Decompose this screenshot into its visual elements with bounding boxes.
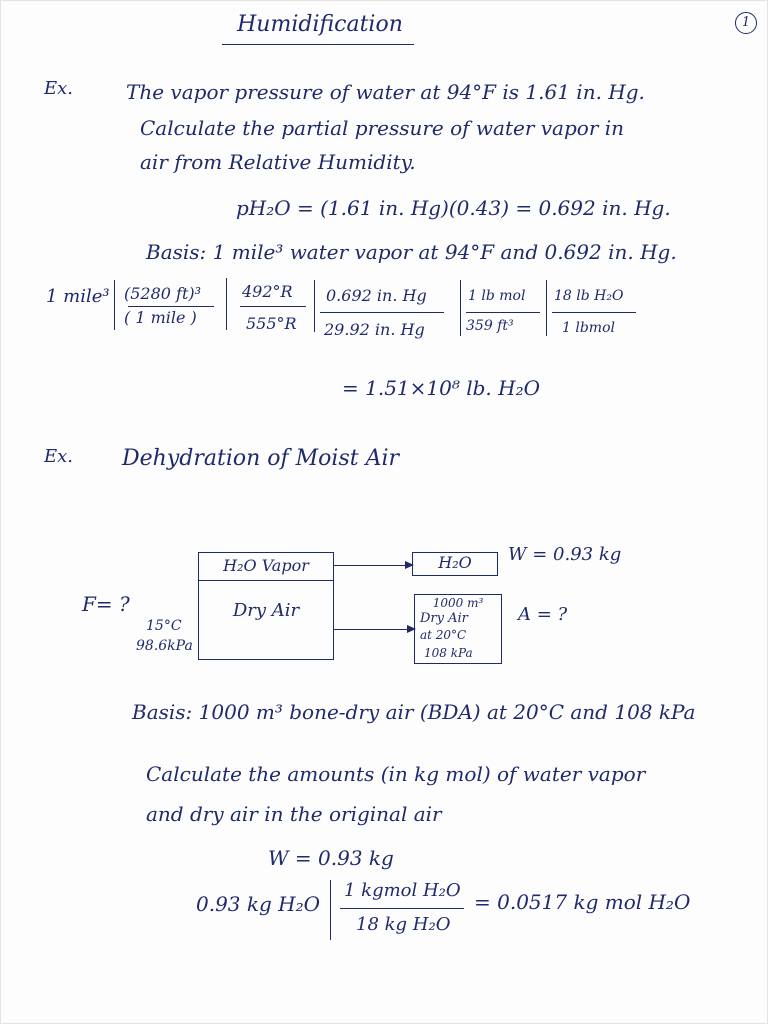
feed-box-divider — [198, 580, 334, 581]
example1-result: = 1.51×10⁸ lb. H₂O — [342, 376, 540, 400]
example2-label: Ex. — [44, 446, 74, 467]
feed-label: F= ? — [82, 592, 130, 616]
conv1-numerator: (5280 ft)³ — [124, 284, 202, 303]
conv1-denominator: ( 1 mile ) — [124, 308, 197, 327]
page-number: 1 — [735, 12, 757, 34]
conv4-fraction-bar — [466, 312, 540, 313]
conv3-fraction-bar — [320, 312, 444, 313]
dry-air-amount-label: A = ? — [518, 604, 568, 625]
dry-air-volume: 1000 m³ — [432, 596, 484, 610]
conv2-numerator: 492°R — [242, 282, 293, 301]
example1-label: Ex. — [44, 78, 74, 99]
conv1-fraction-bar — [128, 306, 214, 307]
conv2-denominator: 555°R — [246, 314, 297, 333]
conv4-denominator: 359 ft³ — [466, 318, 514, 334]
calc-divider — [114, 280, 115, 330]
calc-divider — [330, 880, 331, 940]
water-conversion-fraction-bar — [340, 908, 464, 909]
water-conversion-result: = 0.0517 kg mol H₂O — [474, 890, 691, 914]
water-conversion-denominator: 18 kg H₂O — [356, 914, 451, 935]
feed-pressure: 98.6kPa — [136, 638, 193, 654]
feed-temperature: 15°C — [146, 618, 182, 634]
calc-lead: 1 mile³ — [46, 286, 110, 307]
dry-air-pressure: 108 kPa — [424, 646, 473, 660]
conv5-denominator: 1 lbmol — [562, 320, 615, 336]
dry-air-label: Dry Air — [420, 611, 468, 626]
partial-pressure-equation: pH₂O = (1.61 in. Hg)(0.43) = 0.692 in. Hg. — [236, 196, 671, 220]
example1-line3: air from Relative Humidity. — [140, 150, 416, 174]
conv5-numerator: 18 lb H₂O — [554, 288, 624, 304]
conv3-numerator: 0.692 in. Hg — [326, 286, 427, 305]
water-outlet-arrow — [334, 565, 412, 566]
example2-calc-line1: Calculate the amounts (in kg mol) of water vapor — [146, 762, 646, 786]
water-amount: W = 0.93 kg — [508, 544, 622, 565]
air-outlet-arrow — [334, 629, 414, 630]
calc-divider — [460, 280, 461, 336]
calc-divider — [314, 280, 315, 332]
example1-line1: The vapor pressure of water at 94°F is 1.61 in. Hg. — [126, 80, 645, 104]
box-dry-air-label: Dry Air — [232, 600, 300, 621]
page-title: Humidification — [237, 12, 403, 37]
calc-divider — [546, 280, 547, 336]
conv4-numerator: 1 lb mol — [468, 288, 526, 304]
calc-divider — [226, 278, 227, 330]
example1-line2: Calculate the partial pressure of water vapor in — [140, 116, 625, 140]
water-conversion-numerator: 1 kgmol H₂O — [344, 880, 461, 901]
water-outlet-label: H₂O — [438, 553, 472, 572]
water-conversion-lead: 0.93 kg H₂O — [196, 892, 321, 916]
dry-air-temperature: at 20°C — [420, 628, 467, 642]
conv3-denominator: 29.92 in. Hg — [324, 320, 425, 339]
conv5-fraction-bar — [552, 312, 636, 313]
example2-title: Dehydration of Moist Air — [122, 446, 400, 471]
conv2-fraction-bar — [240, 306, 306, 307]
example2-basis: Basis: 1000 m³ bone-dry air (BDA) at 20°C and 108 kPa — [132, 700, 696, 724]
water-mass-value: W = 0.93 kg — [268, 846, 394, 870]
title-underline — [222, 44, 414, 45]
example2-calc-line2: and dry air in the original air — [146, 802, 442, 826]
example1-basis: Basis: 1 mile³ water vapor at 94°F and 0.692 in. Hg. — [146, 240, 677, 264]
box-water-vapor-label: H₂O Vapor — [223, 556, 309, 575]
